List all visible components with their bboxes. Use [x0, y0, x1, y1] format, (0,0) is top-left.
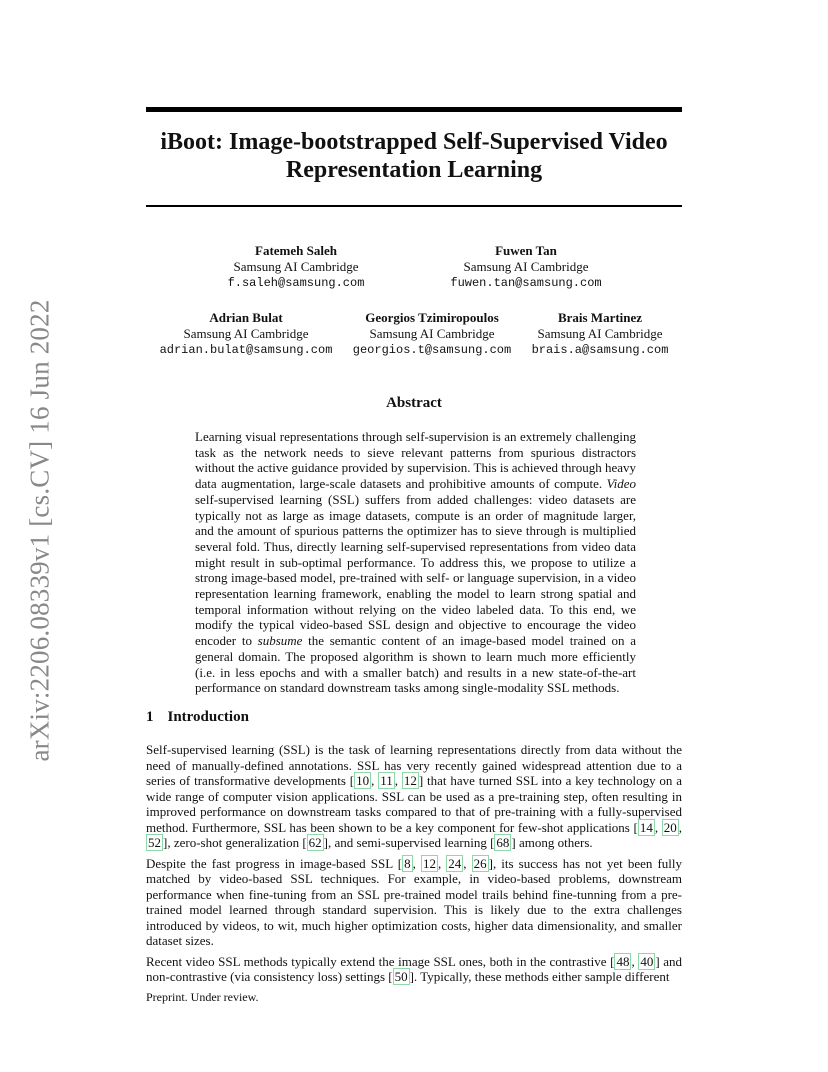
author-block — [490, 310, 710, 358]
title-top-rule — [146, 107, 682, 112]
abstract-body — [195, 429, 636, 696]
paragraph — [146, 856, 682, 949]
author-affiliation: Samsung AI Cambridge — [537, 326, 663, 341]
paragraph — [146, 954, 682, 985]
author-block — [416, 243, 636, 291]
paragraph-text: ]. Typically, these methods either sample different — [409, 969, 670, 984]
citation-separator: , — [654, 819, 662, 835]
author-email[interactable]: f.saleh@samsung.com — [227, 276, 365, 290]
citation-link[interactable]: 8 — [404, 855, 411, 871]
citation-separator: , — [371, 773, 379, 788]
paragraph-text: Self-supervised learning (SSL) is the task of learning representations directly from data without the need of manually-defined annotations. SSL has very recently gained widespread attention due to a series of transformative developments [ — [146, 742, 682, 788]
citation-separator: , — [394, 773, 402, 788]
author-name: Adrian Bulat — [209, 310, 283, 325]
introduction-body — [146, 742, 682, 990]
abstract-text: self-supervised learning (SSL) suffers from added challenges: video datasets are typically not as large as image datasets, compute is an order of magnitude larger, and the amount of spurious patterns the optimizer has to sieve through is multiplied several fold. Thus, directly learning self-supervised representations from video data might result in sub-optimal performance. To address this, we propose to utilize a strong image-based model, pre-trained with self- or language supervision, in a video representation learning framework, enabling the model to learn strong spatial and temporal information without relying on the video labeled data. To this end, we modify the typical video-based SSL design and objective to encourage the video encoder to — [195, 491, 636, 649]
citation-separator: , — [437, 855, 447, 871]
author-affiliation: Samsung AI Cambridge — [369, 326, 495, 341]
paragraph-text: ], its success has not yet been fully matched by video-based SSL techniques. For example, in video-based problems, downstream performance when fine-tuning from an SSL pre-trained model trails behind fine-tunning from a pre-trained model learned through standard supervision. This is likely due to the extra challenges introduced by videos, to wit, much higher optimization costs, higher data dimensionality, and smaller dataset sizes. — [146, 855, 683, 948]
citation-link[interactable]: 40 — [640, 953, 654, 969]
section-heading — [146, 709, 249, 726]
arxiv-side-identifier — [18, 290, 62, 770]
section-number: 1 — [146, 709, 154, 725]
paragraph-text: ] among others. — [511, 835, 593, 850]
paragraph-text: ], and semi-supervised learning [ — [323, 835, 495, 850]
section-title: Introduction — [167, 709, 249, 725]
citation-link[interactable]: 50 — [394, 969, 408, 984]
citation-separator: , — [412, 855, 421, 871]
paragraph-text: Recent video SSL methods typically extend the image SSL ones, both in the contrastive [ — [146, 953, 615, 969]
author-name: Fatemeh Saleh — [255, 243, 337, 258]
abstract-emphasis: Video — [606, 476, 636, 492]
author-block — [186, 243, 406, 291]
citation-link[interactable]: 26 — [473, 855, 487, 871]
citation-link[interactable]: 62 — [308, 835, 322, 850]
abstract-text: Learning visual representations through self-supervision is an extremely challenging task as the network needs to sieve relevant patterns from spurious distractors without the active guidance provided by supervision. This is achieved through heavy data augmentation, large-scale datasets and prohibitive amounts of compute. — [195, 429, 636, 492]
arxiv-identifier-text: arXiv:2206.08339v1 [cs.CV] 16 Jun 2022 — [24, 298, 55, 762]
author-email[interactable]: brais.a@samsung.com — [531, 343, 669, 357]
citation-link[interactable]: 14 — [639, 819, 653, 835]
title-line-1: iBoot: Image-bootstrapped Self-Supervised Video — [160, 129, 668, 155]
citation-link[interactable]: 24 — [448, 855, 462, 871]
author-name: Brais Martinez — [557, 310, 643, 325]
paragraph-text: ] and non-contrastive (via consistency loss) settings [ — [146, 953, 683, 984]
paragraph-text: ], zero-shot generalization [ — [163, 835, 307, 850]
author-affiliation: Samsung AI Cambridge — [233, 259, 359, 274]
citation-link[interactable]: 48 — [616, 953, 630, 969]
title-line-2: Representation Learning — [285, 157, 543, 183]
abstract-emphasis: subsume — [257, 633, 303, 649]
abstract-text: the semantic content of an image-based model trained on a general domain. The proposed algorithm is shown to learn much more efficiently (i.e. in less epochs and with a smaller batch) and results in a new state-of-the-art performance on standard downstream tasks among single-modality SSL methods. — [195, 633, 636, 696]
author-name: Fuwen Tan — [495, 243, 557, 258]
citation-separator: , — [463, 855, 472, 871]
author-email[interactable]: fuwen.tan@samsung.com — [450, 276, 602, 290]
page-footer: Preprint. Under review. — [146, 990, 259, 1004]
paper-title — [146, 128, 682, 184]
citation-link[interactable]: 11 — [380, 773, 393, 788]
title-bottom-rule — [146, 205, 682, 207]
abstract-heading: Abstract — [386, 395, 442, 411]
author-email[interactable]: georgios.t@samsung.com — [352, 343, 512, 357]
paragraph-text: ] that have turned SSL into a key technology on a wide range of computer vision applications. SSL can be used as a pre-training step, often resulting in improved performance on downstream tasks compared to that of pre-training with a fully-supervised method. Furthermore, SSL has been shown to be a key component for few-shot applications [ — [146, 773, 683, 835]
citation-link[interactable]: 12 — [422, 855, 436, 871]
citation-link[interactable]: 10 — [356, 773, 370, 788]
citation-separator: , — [678, 819, 683, 835]
citation-link[interactable]: 52 — [148, 835, 161, 850]
author-name: Georgios Tzimiropoulos — [365, 310, 499, 325]
citation-link[interactable]: 68 — [496, 835, 510, 850]
paragraph-text: Despite the fast progress in image-based SSL [ — [146, 855, 403, 871]
author-email[interactable]: adrian.bulat@samsung.com — [159, 343, 333, 357]
paragraph — [146, 742, 682, 851]
citation-link[interactable]: 20 — [663, 819, 677, 835]
citation-separator: , — [631, 953, 639, 969]
author-affiliation: Samsung AI Cambridge — [463, 259, 589, 274]
citation-link[interactable]: 12 — [403, 773, 417, 788]
author-affiliation: Samsung AI Cambridge — [183, 326, 309, 341]
